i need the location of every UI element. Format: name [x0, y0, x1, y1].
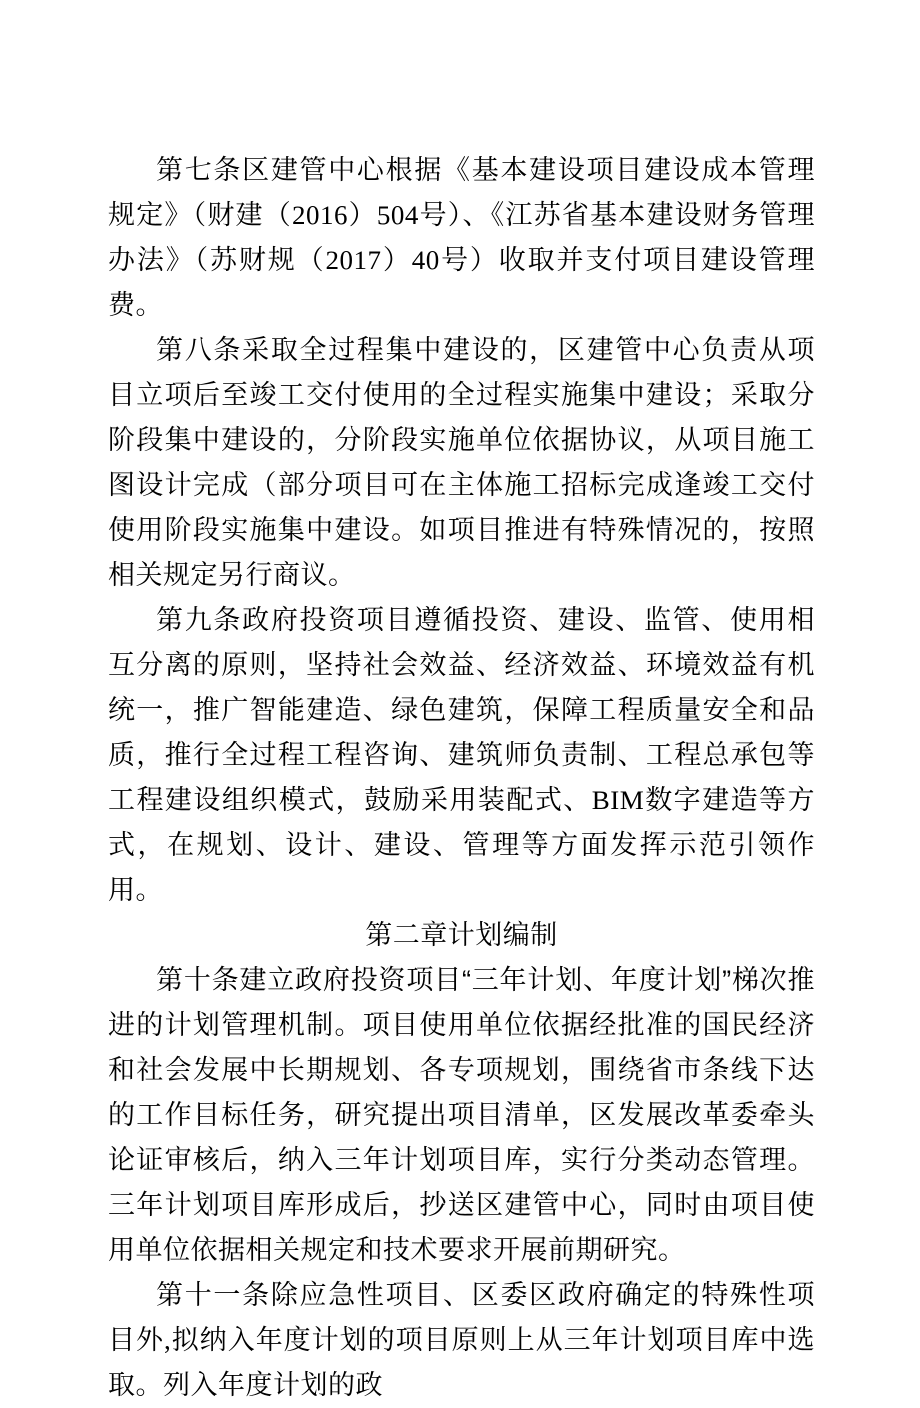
document-paragraph-article-9: 第九条政府投资项目遵循投资、建设、监管、使用相互分离的原则，坚持社会效益、经济效益、环境效益有机统一，推广智能建造、绿色建筑，保障工程质量安全和品质，推行全过程工程咨询、建筑师负责制、工程总承包等工程建设组织模式，鼓励采用装配式、BIM数字建造等方式，在规划、设计、建设、管理等方面发挥示范引领作用。 [108, 605, 815, 905]
document-paragraph-article-8: 第八条采取全过程集中建设的，区建管中心负责从项目立项后至竣工交付使用的全过程实施集中建设；采取分阶段集中建设的，分阶段实施单位依据协议，从项目施工图设计完成（部分项目可在主体施工招标完成逢竣工交付使用阶段实施集中建设。如项目推进有特殊情况的，按照相关规定另行商议。 [108, 335, 815, 590]
document-body [108, 148, 815, 1408]
document-paragraph-article-11: 第十一条除应急性项目、区委区政府确定的特殊性项目外,拟纳入年度计划的项目原则上从三年计划项目库中选取。列入年度计划的政 [108, 1280, 815, 1400]
document-paragraph-article-10: 第十条建立政府投资项目“三年计划、年度计划”梯次推进的计划管理机制。项目使用单位依据经批准的国民经济和社会发展中长期规划、各专项规划，围绕省市条线下达的工作目标任务，研究提出项目清单，区发展改革委牵头论证审核后，纳入三年计划项目库，实行分类动态管理。三年计划项目库形成后，抄送区建管中心，同时由项目使用单位依据相关规定和技术要求开展前期研究。 [108, 965, 815, 1265]
chapter-heading: 第二章计划编制 [365, 920, 558, 950]
document-paragraph-article-7: 第七条区建管中心根据《基本建设项目建设成本管理规定》（财建（2016）504号）、《江苏省基本建设财务管理办法》（苏财规（2017）40号）收取并支付项目建设管理费。 [108, 155, 815, 320]
